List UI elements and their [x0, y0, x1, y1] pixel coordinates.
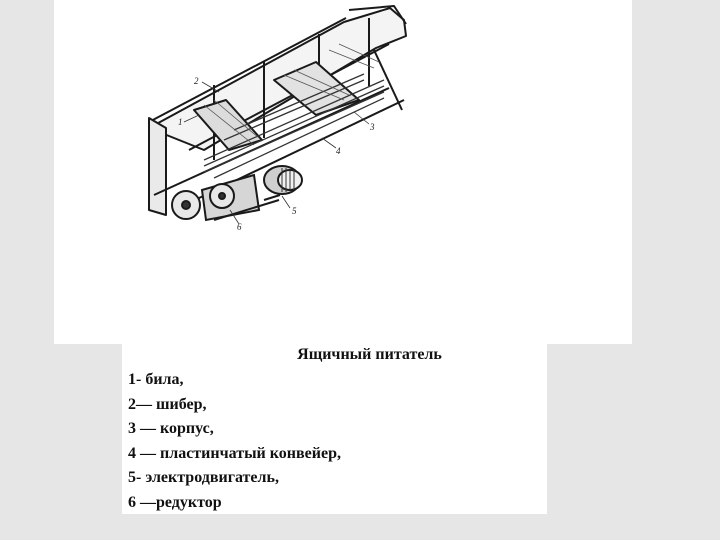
legend-item-5: 5- электродвигатель, — [128, 469, 279, 486]
legend-item-6: 6 —редуктор — [128, 493, 222, 511]
callout-1: 1 — [178, 117, 183, 127]
caption-title: Ящичный питатель — [297, 346, 442, 363]
box-feeder-drawing — [54, 0, 632, 344]
caption-panel — [122, 344, 547, 514]
legend-item-3: 3 — корпус, — [128, 420, 214, 437]
legend-item-2: 2— шибер, — [128, 395, 207, 413]
legend-item-1: 1- била, — [128, 371, 184, 388]
callout-6: 6 — [237, 222, 242, 232]
callout-2: 2 — [194, 76, 199, 86]
callout-5: 5 — [292, 206, 297, 216]
legend-list — [128, 368, 341, 515]
legend-item-4: 4 — пластинчатый конвейер, — [128, 444, 341, 462]
illustration-panel — [54, 0, 632, 344]
callout-3: 3 — [370, 122, 375, 132]
callout-4: 4 — [336, 146, 341, 156]
